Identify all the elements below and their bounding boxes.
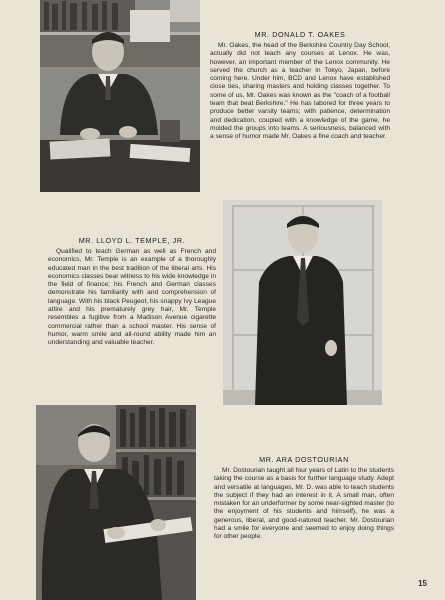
- page-number: 15: [418, 579, 427, 588]
- bio-dostourian: [214, 455, 394, 542]
- faculty-bio: Mr. Oakes, the head of the Berkshire Country Day School, actually did not teach any courses at Lenox. He was, however, an important member of the Lenox community. He served the church as a teacher in Tokyo, Japan, before coming here. Under him, BCD and Lenox have established close ties, sharing masters and holding classes together. To some of us, Mr. Oakes was known as the "coach of a football team that beat Berkshire." He has labored for three years to produce better varsity teams; with patience, determination and dedication, coupled with a knowledge of the game, he molded the groups into teams. A seriousness, balanced with a sense of humor made Mr. Oakes a fine coach and teacher.: [210, 42, 390, 141]
- faculty-bio: Mr. Dostourian taught all four years of Latin to the students taking the course as a basis for further language study. Adept and versatile at languages, Mr. D. was able to teach students the subject if they had an interest in it. A small man, often mistaken for an underformer by some near-sighted master (to the enjoyment of his students and himself), he was a generous, liberal, and good-natured teacher. Mr. Dostourian had a smile for everyone and seemed to enjoy doing things for other people.: [214, 467, 394, 541]
- bio-oakes: [210, 30, 390, 142]
- photo-temple: [223, 200, 382, 405]
- photo-oakes: [40, 0, 200, 192]
- faculty-name: MR. DONALD T. OAKES: [254, 30, 346, 39]
- faculty-bio: Qualified to teach German as well as French and economics, Mr. Temple is an example of a thoroughly educated man in the best tradition of the liberal arts. His economics classes bear witness to his wide knowledge in the field of finance; his French and German classes demonstrate his familiarity with and comprehension of language. With his black Peugeot, his snappy Ivy League attire and his prematurely grey hair, Mr. Temple resembles a fugitive from a Madison Avenue cigarette commercial rather than a school master. His sense of humor, warm smile and all-round ability made him an understanding and valuable teacher.: [48, 248, 216, 347]
- faculty-name: MR. LLOYD L. TEMPLE, JR.: [78, 236, 186, 245]
- photo-dostourian: [36, 405, 196, 600]
- faculty-name: MR. ARA DOSTOURIAN: [259, 455, 349, 464]
- bio-temple: [48, 236, 216, 348]
